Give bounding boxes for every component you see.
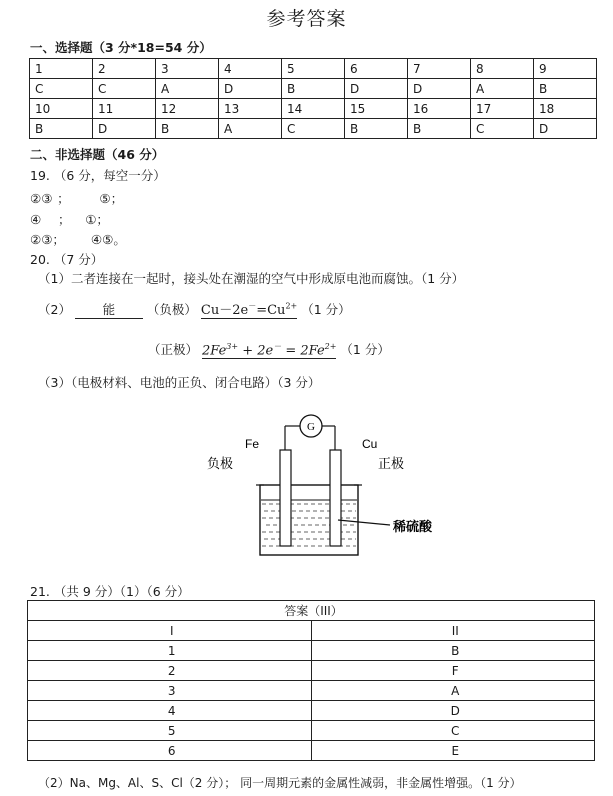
q19-line-1 [30, 189, 123, 207]
col-header: I [28, 621, 312, 641]
table-cell: 3 [28, 681, 312, 701]
table-cell: 6 [345, 59, 408, 79]
table-cell: D [93, 119, 156, 139]
table-cell: F [311, 661, 595, 681]
q19-ans: ②③ [30, 191, 53, 206]
table-cell: 10 [30, 99, 93, 119]
negative-electrode-label: 负极 [207, 457, 234, 472]
table-cell: A [471, 79, 534, 99]
q19-ans: ④ [30, 212, 42, 227]
q21-part2: （2）Na、Mg、Al、S、Cl（2 分）； 同一周期元素的金属性减弱，非金属性增强。（1 分） [38, 776, 522, 790]
table-cell: B [30, 119, 93, 139]
page-title: 参考答案 [266, 8, 347, 30]
table-cell: C [311, 721, 595, 741]
cu-label: Cu [362, 437, 378, 451]
q19-line-3 [30, 230, 126, 248]
q19-ans: ⑤； [99, 191, 124, 206]
table-cell: D [311, 701, 595, 721]
table-cell: 6 [28, 741, 312, 761]
q20-label: 20. （7 分） [30, 252, 104, 267]
part2-heading: 二、非选择题（46 分） [30, 147, 165, 162]
q19-ans: ④⑤。 [90, 232, 126, 247]
table-cell: 18 [534, 99, 597, 119]
table-row [28, 641, 595, 661]
table-cell: 11 [93, 99, 156, 119]
col-header: II [311, 621, 595, 641]
table-cell: D [219, 79, 282, 99]
q19-line-2 [30, 210, 109, 228]
table-cell: A [311, 681, 595, 701]
positive-electrode-label: 正极 [378, 457, 405, 472]
q19-sep: ； [57, 191, 70, 206]
table-cell: D [534, 119, 597, 139]
table-cell: B [534, 79, 597, 99]
pointer-line [338, 520, 390, 525]
table-title: 答案（III） [28, 601, 595, 621]
table-cell: C [282, 119, 345, 139]
table-cell: E [311, 741, 595, 761]
table-row [28, 741, 595, 761]
table-cell: 4 [28, 701, 312, 721]
table-cell: B [311, 641, 595, 661]
positive-equation: $2Fe^{3+} + 2e^- = 2Fe^{2+}$ [202, 341, 337, 358]
table-cell: C [30, 79, 93, 99]
table-row [28, 701, 595, 721]
q20-part3: （3）（电极材料、电池的正负、闭合电路）（3 分） [38, 375, 321, 390]
table-cell: 3 [156, 59, 219, 79]
table-cell: D [345, 79, 408, 99]
galvanic-cell-diagram [190, 400, 440, 570]
galvanometer-label: G [307, 421, 315, 433]
table-cell: B [345, 119, 408, 139]
table-cell: 17 [471, 99, 534, 119]
table-cell: 13 [219, 99, 282, 119]
table-cell: 7 [408, 59, 471, 79]
table-cell: 16 [408, 99, 471, 119]
part1-heading: 一、选择题（3 分*18=54 分） [30, 40, 212, 55]
positive-label: （正极） [148, 342, 199, 357]
table-row [28, 681, 595, 701]
table-cell: 5 [282, 59, 345, 79]
q20-part2 [38, 299, 351, 319]
table-cell: 1 [30, 59, 93, 79]
table-cell: B [282, 79, 345, 99]
table-cell: 14 [282, 99, 345, 119]
q21-answer-table [27, 600, 595, 761]
solution-label: 稀硫酸 [393, 520, 433, 535]
table-row [30, 99, 597, 119]
q21-label: 21. （共 9 分）（1）（6 分） [30, 584, 190, 599]
table-cell: 15 [345, 99, 408, 119]
table-row [30, 119, 597, 139]
table-cell: A [219, 119, 282, 139]
q20-positive [148, 340, 390, 359]
table-cell: 12 [156, 99, 219, 119]
q20-blank: 能 [75, 300, 143, 319]
q19-ans: ①； [85, 212, 109, 227]
table-row [28, 661, 595, 681]
table-cell: B [408, 119, 471, 139]
negative-label: （负极） [146, 302, 197, 317]
table-cell: B [156, 119, 219, 139]
table-cell: 9 [534, 59, 597, 79]
choice-answer-table [29, 58, 597, 139]
table-cell: 2 [93, 59, 156, 79]
q20-part2-prefix: （2） [38, 302, 71, 317]
q20-part1: （1）二者连接在一起时，接头处在潮湿的空气中形成原电池而腐蚀。（1 分） [38, 271, 465, 286]
table-cell: 1 [28, 641, 312, 661]
table-cell: D [408, 79, 471, 99]
negative-equation: $Cu-2e^-=Cu^{2+}$ [201, 299, 297, 319]
q19-ans: ②③； [30, 232, 65, 247]
solution-lines [262, 504, 356, 546]
table-cell: 8 [471, 59, 534, 79]
fe-electrode [280, 450, 291, 546]
table-cell: A [156, 79, 219, 99]
table-row [30, 59, 597, 79]
table-cell: 2 [28, 661, 312, 681]
table-row [30, 79, 597, 99]
score: （1 分） [301, 302, 351, 317]
table-row [28, 721, 595, 741]
score: （1 分） [340, 342, 390, 357]
table-cell: 4 [219, 59, 282, 79]
q19-sep: ； [57, 212, 71, 227]
table-cell: 5 [28, 721, 312, 741]
table-cell: C [93, 79, 156, 99]
fe-label: Fe [245, 437, 260, 451]
table-cell: C [471, 119, 534, 139]
cu-electrode [330, 450, 341, 546]
q19-label: 19. （6 分，每空一分） [30, 168, 166, 183]
